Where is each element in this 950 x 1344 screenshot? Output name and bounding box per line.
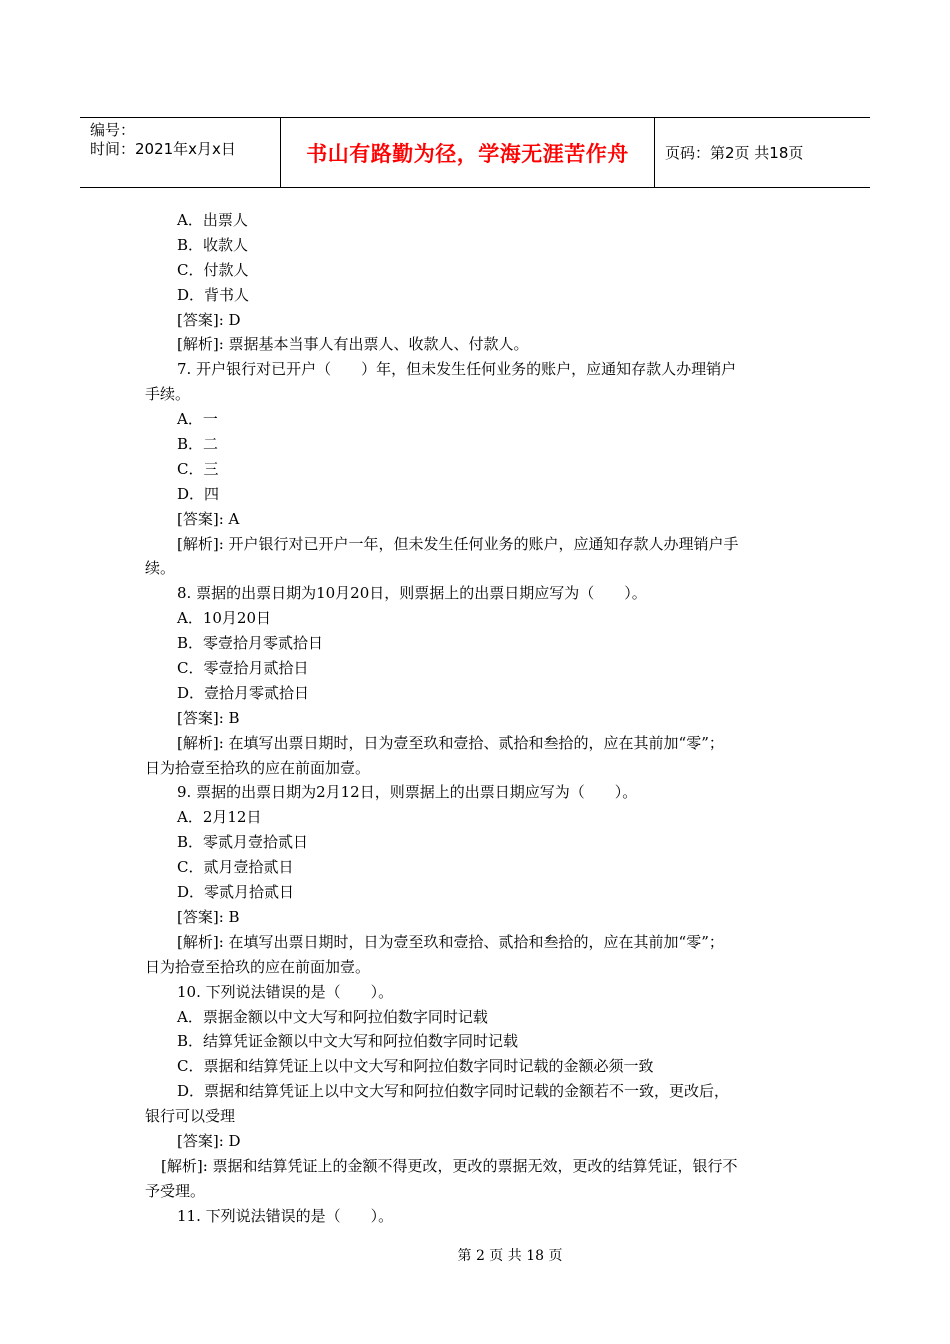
- option-line: C．三: [177, 459, 219, 478]
- option-line: B．零壹拾月零贰拾日: [177, 634, 324, 653]
- header-meta-cell: [80, 118, 281, 187]
- document-time: 时间：2021年x月x日: [90, 140, 236, 158]
- analysis-line-cont: 日为拾壹至拾玖的应在前面加壹。: [145, 758, 371, 777]
- answer-line: [答案]: B: [177, 708, 240, 727]
- answer-line: [答案]: B: [177, 907, 240, 926]
- document-body: [145, 208, 810, 1229]
- option-line: C．付款人: [177, 260, 249, 279]
- answer-line: [答案]: D: [177, 310, 241, 329]
- option-line: D．背书人: [177, 285, 250, 304]
- option-line: C．票据和结算凭证上以中文大写和阿拉伯数字同时记载的金额必须一致: [177, 1057, 654, 1076]
- option-line: A．2月12日: [177, 808, 262, 827]
- option-line: D．壹拾月零贰拾日: [177, 683, 310, 702]
- page-header: [80, 117, 870, 188]
- page-footer: 第 2 页 共 18 页: [457, 1248, 563, 1264]
- question-line: 11. 下列说法错误的是（ ）。: [177, 1206, 394, 1225]
- option-line: D．票据和结算凭证上以中文大写和阿拉伯数字同时记载的金额若不一致，更改后，: [177, 1082, 730, 1101]
- analysis-line-cont: 续。: [145, 559, 176, 578]
- question-line: 8. 票据的出票日期为10月20日，则票据上的出票日期应写为（ ）。: [177, 584, 647, 603]
- question-line: 7. 开户银行对已开户（ ）年，但未发生任何业务的账户，应通知存款人办理销户: [177, 360, 737, 379]
- header-motto: 书山有路勤为径，学海无涯苦作舟: [281, 118, 655, 187]
- answer-line: [答案]: A: [177, 509, 240, 528]
- option-line-cont: 银行可以受理: [145, 1107, 236, 1126]
- question-line-cont: 手续。: [145, 385, 191, 404]
- option-line: A．出票人: [177, 211, 248, 229]
- option-line: D．零贰月拾贰日: [177, 883, 295, 902]
- option-line: A．10月20日: [177, 609, 272, 628]
- option-line: B．零贰月壹拾贰日: [177, 833, 309, 852]
- header-page-cell: [655, 118, 870, 187]
- analysis-line: [解析]: 开户银行对已开户一年，但未发生任何业务的账户，应通知存款人办理销户手: [177, 534, 739, 553]
- option-line: C．零壹拾月贰拾日: [177, 659, 309, 678]
- option-line: A．票据金额以中文大写和阿拉伯数字同时记载: [177, 1007, 488, 1026]
- option-line: B．收款人: [177, 235, 249, 254]
- analysis-line: [解析]: 票据和结算凭证上的金额不得更改，更改的票据无效，更改的结算凭证，银行不: [161, 1156, 738, 1175]
- answer-line: [答案]: D: [177, 1131, 241, 1150]
- analysis-line: [解析]: 票据基本当事人有出票人、收款人、付款人。: [177, 335, 529, 354]
- option-line: B．二: [177, 435, 219, 454]
- analysis-line: [解析]: 在填写出票日期时，日为壹至玖和壹拾、贰拾和叁拾的，应在其前加“零”；: [177, 733, 724, 752]
- option-line: C．贰月壹拾贰日: [177, 858, 294, 877]
- analysis-line: [解析]: 在填写出票日期时，日为壹至玖和壹拾、贰拾和叁拾的，应在其前加“零”；: [177, 932, 724, 951]
- analysis-line-cont: 予受理。: [145, 1181, 206, 1200]
- option-line: D．四: [177, 484, 220, 503]
- question-line: 9. 票据的出票日期为2月12日，则票据上的出票日期应写为（ ）。: [177, 783, 638, 802]
- document-number-label: 编号：: [90, 121, 136, 139]
- analysis-line-cont: 日为拾壹至拾玖的应在前面加壹。: [145, 957, 371, 976]
- option-line: B．结算凭证金额以中文大写和阿拉伯数字同时记载: [177, 1032, 519, 1051]
- option-line: A．一: [177, 410, 218, 429]
- header-page-info: 页码：第2页 共18页: [665, 144, 804, 162]
- question-line: 10. 下列说法错误的是（ ）。: [177, 982, 394, 1001]
